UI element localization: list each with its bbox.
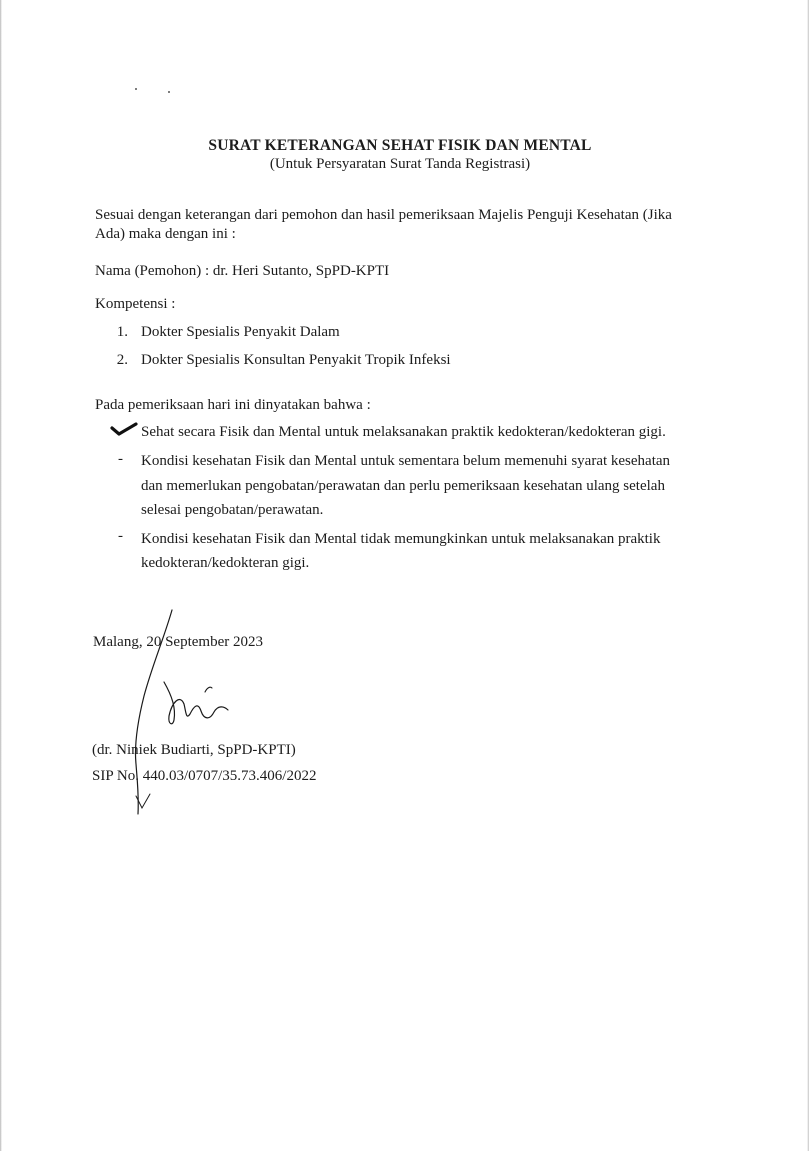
option-text: Kondisi kesehatan Fisik dan Mental untuk sementara belum memenuhi syarat kesehatan — [141, 453, 671, 469]
statement-label: Pada pemeriksaan hari ini dinyatakan bahwa : — [95, 397, 371, 413]
option-marker: - — [118, 528, 123, 544]
competence-item: Dokter Spesialis Penyakit Dalam — [141, 324, 340, 340]
intro-text-line-2: Ada) maka dengan ini : — [95, 226, 236, 242]
option-text: Sehat secara Fisik dan Mental untuk melaksanakan praktik kedokteran/kedokteran gigi. — [141, 424, 666, 440]
option-text: dan memerlukan pengobatan/perawatan dan perlu pemeriksaan kesehatan ulang setelah — [141, 478, 665, 494]
competence-number: 2. — [116, 352, 128, 368]
scan-speck — [135, 88, 137, 90]
competence-label: Kompetensi : — [95, 296, 176, 312]
competence-item: Dokter Spesialis Konsultan Penyakit Tropik Infeksi — [141, 352, 451, 368]
checkmark-icon — [110, 421, 138, 437]
competence-number: 1. — [116, 324, 128, 340]
handwritten-signature — [128, 608, 248, 824]
sip-number: SIP No. 440.03/0707/35.73.406/2022 — [92, 768, 317, 784]
document-subtitle: (Untuk Persyaratan Surat Tanda Registrasi) — [269, 156, 531, 172]
option-text: selesai pengobatan/perawatan. — [141, 502, 324, 518]
applicant-name: Nama (Pemohon) : dr. Heri Sutanto, SpPD-KPTI — [95, 263, 390, 279]
option-text: Kondisi kesehatan Fisik dan Mental tidak memungkinkan untuk melaksanakan praktik — [141, 531, 661, 547]
scan-speck — [168, 91, 170, 93]
place-date: Malang, 20 September 2023 — [93, 634, 263, 650]
option-text: kedokteran/kedokteran gigi. — [141, 555, 310, 571]
document-title: SURAT KETERANGAN SEHAT FISIK DAN MENTAL — [208, 137, 592, 154]
option-marker: - — [118, 451, 123, 467]
intro-text-line-1: Sesuai dengan keterangan dari pemohon dan hasil pemeriksaan Majelis Penguji Kesehatan (Jika — [95, 207, 672, 223]
signer-name: (dr. Niniek Budiarti, SpPD-KPTI) — [92, 742, 296, 758]
